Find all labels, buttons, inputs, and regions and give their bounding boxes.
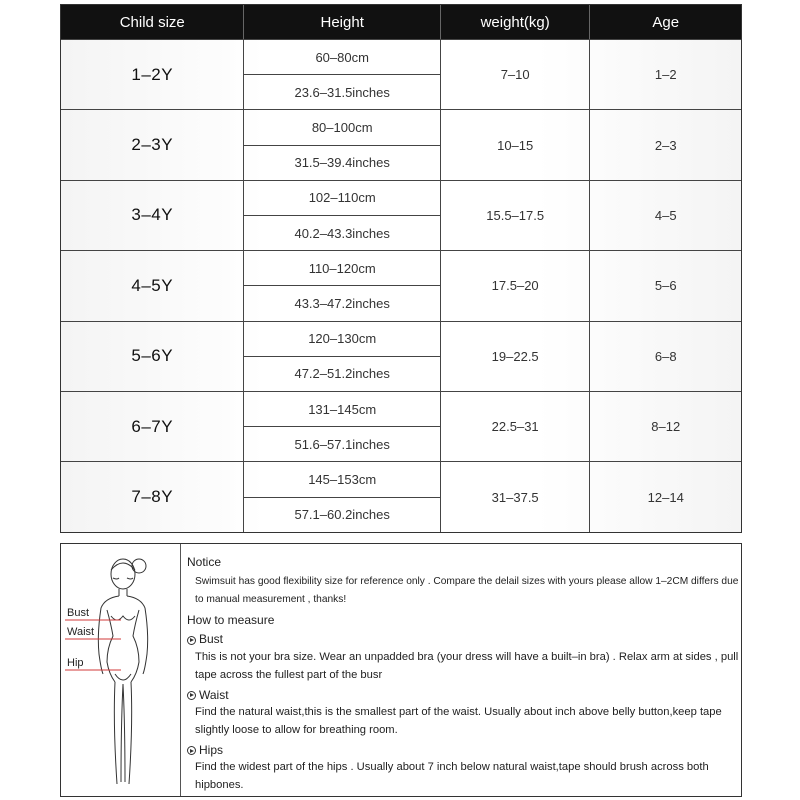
weight-cell: 22.5–31 [441,392,591,461]
arrow-circle-icon [187,746,196,755]
weight-cell: 17.5–20 [441,251,591,320]
height-cm: 120–130cm [244,322,439,357]
height-inches: 51.6–57.1inches [294,436,390,452]
section-body: Find the widest part of the hips . Usually about 7 inch below natural waist,tape should brush across both hipbones. [195,761,709,792]
height-inches: 57.1–60.2inches [294,507,390,523]
guide-text [181,544,741,796]
height-inches: 40.2–43.3inches [294,225,390,241]
height-cell [244,181,440,250]
age-cell: 4–5 [654,207,677,223]
section-title: Bust [199,632,224,647]
header-weight: weight(kg) [441,5,591,39]
table-header [61,5,741,39]
header-age: Age [652,13,680,31]
hip-label: Hip [67,657,84,669]
child-size-cell: 1–2Y [61,40,244,109]
bust-label: Bust [67,607,90,619]
age-cell: 1–2 [654,67,677,83]
age-cell: 6–8 [654,348,677,364]
table-row [61,321,741,391]
section-title: Hips [199,742,224,757]
height-cm: 80–100cm [244,110,439,145]
table-row [61,461,741,531]
height-inches: 43.3–47.2inches [294,295,390,311]
arrow-circle-icon [187,691,196,700]
body-figure-panel [61,544,181,796]
weight-cell: 7–10 [441,40,591,109]
weight-cell: 31–37.5 [441,462,591,531]
how-to-measure-title: How to measure [187,613,275,628]
weight-cell: 19–22.5 [441,322,591,391]
notice-body: Swimsuit has good flexibility size for reference only . Compare the delail sizes with yours please allow 1–2CM differs due to manual measurement , thanks! [195,576,739,606]
height-cm: 145–153cm [244,462,439,497]
section-hips [187,742,741,795]
measurement-guide [60,543,742,797]
height-cell [244,322,440,391]
height-cm: 110–120cm [244,251,439,286]
height-cell [244,392,440,461]
child-size-cell: 3–4Y [61,181,244,250]
header-child-size: Child size [61,5,244,39]
height-cm: 131–145cm [244,392,439,427]
height-cell [244,462,440,531]
child-size-cell: 7–8Y [61,462,244,531]
child-size-cell: 4–5Y [61,251,244,320]
waist-label: Waist [67,626,95,638]
height-cell [244,110,440,179]
size-chart-table [60,4,742,533]
section-body: This is not your bra size. Wear an unpadded bra (your dress will have a built–in bra) . Relax arm at sides , pull tape across the fullest part of the busr [195,650,739,681]
age-cell: 12–14 [647,489,684,505]
table-row [61,180,741,250]
height-cell [244,40,440,109]
table-row [61,250,741,320]
weight-cell: 10–15 [441,110,591,179]
child-size-cell: 2–3Y [61,110,244,179]
age-cell: 5–6 [654,278,677,294]
header-height: Height [244,5,440,39]
body-figure-illustration [61,544,181,796]
table-body [61,39,741,532]
weight-cell: 15.5–17.5 [441,181,591,250]
child-size-cell: 5–6Y [61,322,244,391]
height-inches: 31.5–39.4inches [294,155,390,171]
table-row [61,39,741,109]
age-cell: 2–3 [654,137,677,153]
height-cm: 60–80cm [244,40,439,75]
section-body: Find the natural waist,this is the smallest part of the waist. Usually about inch above belly button,keep tape slightly loose to allow for breathing room. [195,706,722,737]
notice-title: Notice [187,555,222,569]
height-inches: 47.2–51.2inches [294,366,390,382]
section-waist [187,687,741,740]
height-cm: 102–110cm [244,181,439,216]
age-cell: 8–12 [651,419,681,435]
child-size-cell: 6–7Y [61,392,244,461]
height-cell [244,251,440,320]
section-title: Waist [199,687,229,702]
section-bust [187,631,741,684]
table-row [61,109,741,179]
arrow-circle-icon [187,636,196,645]
height-inches: 23.6–31.5inches [294,84,390,100]
table-row [61,391,741,461]
